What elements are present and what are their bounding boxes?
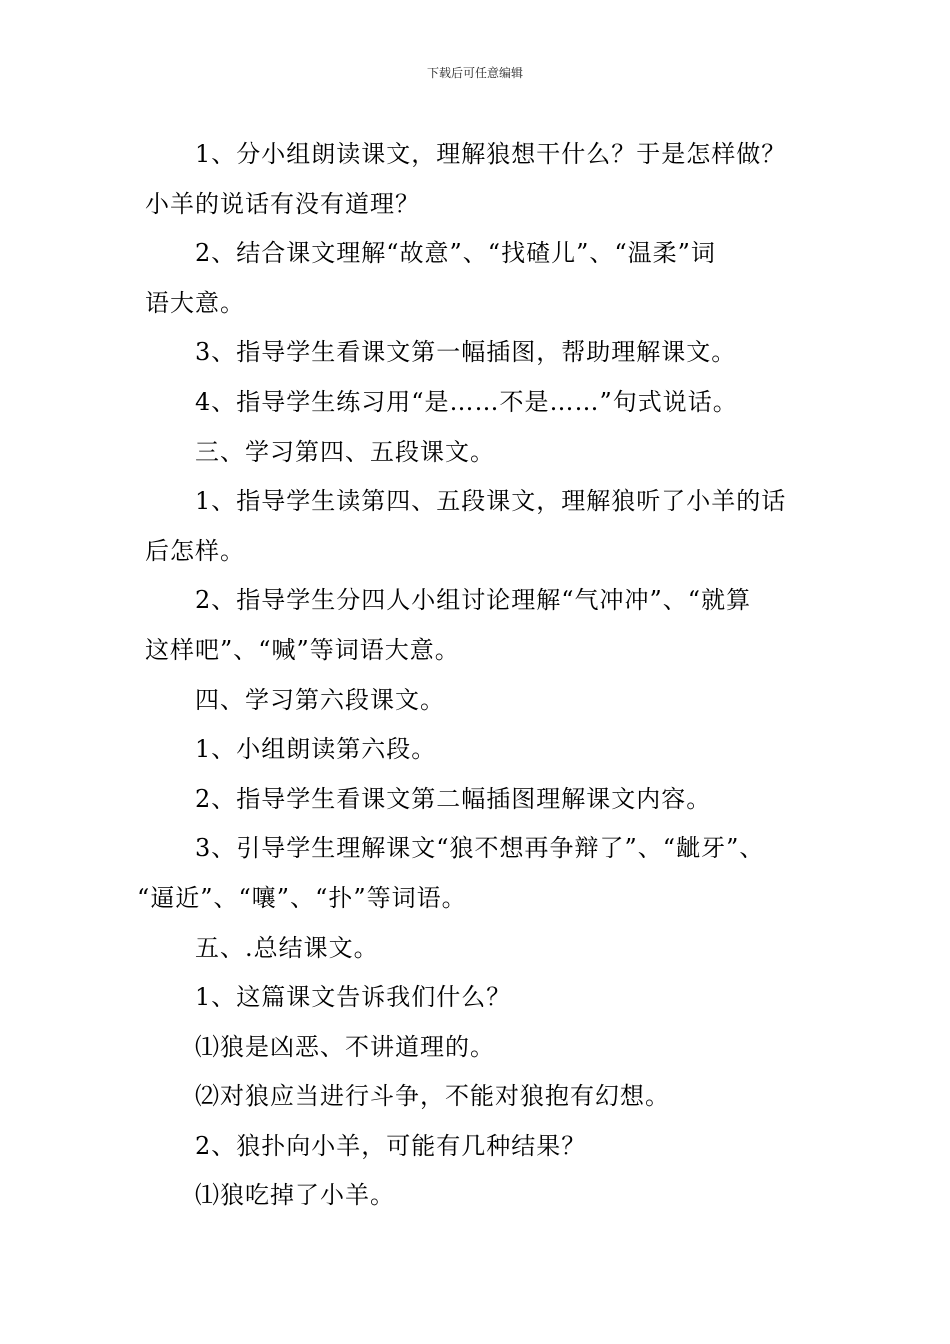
section-heading: 四、学习第六段课文。 [195,685,445,714]
paragraph-3 [145,328,820,378]
page-header-note: 下载后可任意编辑 [426,66,523,80]
section-heading: 三、学习第四、五段课文。 [195,437,495,466]
paragraph-line: 3、指导学生看课文第一幅插图，帮助理解课文。 [195,338,737,367]
paragraph-line: 2、结合课文理解“故意”、“找碴儿”、“温柔”词 [195,239,716,268]
section-heading-3 [145,428,820,478]
paragraph-7 [145,576,820,675]
paragraph-line: 4、指导学生练习用“是……不是……”句式说话。 [195,387,738,416]
paragraph-line: 语大意。 [145,288,245,317]
paragraph-9 [145,725,820,775]
paragraph-17 [145,1171,820,1221]
paragraph-line: ⑴狼是凶恶、不讲道理的。 [195,1032,495,1061]
section-heading-4 [145,676,820,726]
paragraph-1 [145,130,820,229]
paragraph-16 [145,1122,820,1172]
paragraph-13 [145,973,820,1023]
paragraph-line: 1、小组朗读第六段。 [195,735,437,764]
paragraph-line: 1、这篇课文告诉我们什么？ [195,983,512,1012]
paragraph-line: ⑴狼吃掉了小羊。 [195,1181,395,1210]
paragraph-line: 这样吧”、“喊”等词语大意。 [145,635,460,664]
paragraph-line: 2、指导学生看课文第二幅插图理解课文内容。 [195,784,712,813]
paragraph-line: 2、指导学生分四人小组讨论理解“气冲冲”、“就算 [195,586,752,615]
document-body [137,130,820,1221]
paragraph-11 [137,824,820,923]
paragraph-2 [145,229,820,328]
section-heading-5 [145,924,820,974]
paragraph-line: 后怎样。 [145,536,245,565]
paragraph-4 [145,378,820,428]
paragraph-line: 1、分小组朗读课文，理解狼想干什么？于是怎样做？ [195,140,787,168]
paragraph-line: 小羊的说话有没有道理？ [145,189,420,218]
section-heading: 五、.总结课文。 [195,933,379,962]
paragraph-6 [145,477,820,576]
paragraph-line: 1、指导学生读第四、五段课文，理解狼听了小羊的话 [195,487,787,516]
paragraph-line: 3、引导学生理解课文“狼不想再争辩了”、“龇牙”、 [195,834,765,863]
paragraph-15 [145,1072,820,1122]
paragraph-14 [145,1023,820,1073]
paragraph-line: ⑵对狼应当进行斗争，不能对狼抱有幻想。 [195,1082,670,1111]
paragraph-line: 2、狼扑向小羊，可能有几种结果？ [195,1131,587,1160]
paragraph-line: “逼近”、“嚷”、“扑”等词语。 [137,883,467,912]
paragraph-10 [145,775,820,825]
